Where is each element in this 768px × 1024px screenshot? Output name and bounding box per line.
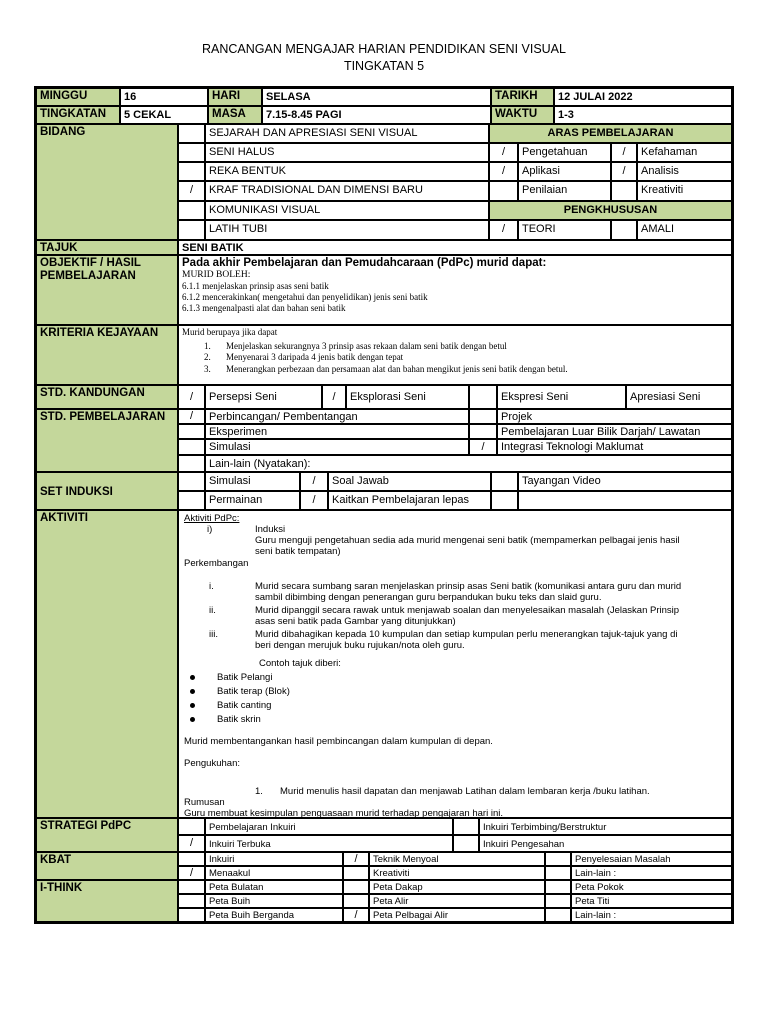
step-text: asas seni batik pada Gambar yang ditunjukkan)	[255, 616, 456, 627]
minggu-value: 16	[120, 88, 208, 106]
amali-option: AMALI	[637, 220, 732, 240]
strategi-mark[interactable]	[178, 818, 205, 835]
objektif-label-line1: OBJEKTIF / HASIL	[40, 257, 141, 269]
aras-mark[interactable]: /	[611, 162, 637, 181]
ithink-label: I-THINK	[36, 880, 178, 922]
induksi-option: Kaitkan Pembelajaran lepas	[328, 491, 491, 510]
page-subtitle: TINGKATAN 5	[343, 59, 425, 73]
step-text: Murid dibahagikan kepada 10 kumpulan dan setiap kumpulan perlu menerangkan tajuk-tajuk yang di	[255, 629, 678, 640]
bentang-text: Murid membentangankan hasil pembincangan dalam kumpulan di depan.	[184, 736, 493, 747]
induksi-option: Simulasi	[205, 472, 300, 491]
pembelajaran-option: Integrasi Teknologi Maklumat	[497, 439, 732, 455]
ithink-mark[interactable]	[545, 894, 571, 908]
ithink-option: Peta Buih Berganda	[205, 908, 343, 922]
pengkhususan-header: PENGKHUSUSAN	[489, 201, 732, 220]
step-number: i.	[209, 581, 214, 592]
kbat-option: Inkuiri	[205, 852, 343, 866]
aras-mark[interactable]: /	[489, 143, 518, 162]
ithink-option: Peta Alir	[369, 894, 545, 908]
bidang-mark[interactable]	[178, 201, 205, 220]
ithink-option: Lain-lain :	[571, 908, 732, 922]
kandungan-option: Eksplorasi Seni	[346, 385, 469, 409]
kbat-option: Menaakul	[205, 866, 343, 880]
bullet-item: Batik skrin	[217, 714, 261, 725]
std-kandungan-label: STD. KANDUNGAN	[36, 385, 178, 409]
ithink-mark[interactable]	[178, 880, 205, 894]
waktu-value: 1-3	[554, 106, 732, 124]
aras-mark[interactable]: /	[489, 162, 518, 181]
aras-option: Penilaian	[518, 181, 611, 201]
strategi-option: Inkuiri Terbimbing/Berstruktur	[479, 818, 732, 835]
pembelajaran-option: Pembelajaran Luar Bilik Darjah/ Lawatan	[497, 424, 732, 439]
kbat-mark[interactable]	[343, 866, 369, 880]
objektif-label	[36, 255, 178, 325]
pembelajaran-mark[interactable]	[469, 424, 497, 439]
pembelajaran-option: Projek	[497, 409, 732, 424]
step-number: ii.	[209, 605, 216, 616]
bidang-mark[interactable]	[178, 220, 205, 240]
induksi-option: Soal Jawab	[328, 472, 491, 491]
ithink-mark[interactable]	[178, 894, 205, 908]
bullet-item: Batik canting	[217, 700, 272, 711]
aktiviti-content	[178, 510, 732, 818]
bullet-icon	[190, 703, 195, 708]
pembelajaran-option: Perbincangan/ Pembentangan	[205, 409, 469, 424]
strategi-option: Pembelajaran Inkuiri	[205, 818, 453, 835]
objektif-item: 6.1.3 mengenalpasti alat dan bahan seni batik	[182, 303, 346, 313]
kriteria-item	[182, 352, 728, 364]
masa-value: 7.15-8.45 PAGI	[262, 106, 491, 124]
ithink-option: Peta Pelbagai Alir	[369, 908, 545, 922]
ithink-mark[interactable]	[343, 880, 369, 894]
contoh-heading: Contoh tajuk diberi:	[259, 658, 341, 669]
ithink-mark[interactable]	[343, 894, 369, 908]
aras-mark[interactable]: /	[611, 143, 637, 162]
ithink-mark[interactable]	[545, 880, 571, 894]
tingkatan-label: TINGKATAN	[36, 106, 120, 124]
bidang-option: KOMUNIKASI VISUAL	[205, 201, 489, 220]
induksi-mark[interactable]	[491, 472, 518, 491]
kandungan-mark[interactable]	[469, 385, 497, 409]
induksi-option: Permainan	[205, 491, 300, 510]
ithink-option: Peta Dakap	[369, 880, 545, 894]
objektif-sub: MURID BOLEH:	[182, 270, 251, 280]
induksi-mark[interactable]	[178, 491, 205, 510]
page-title: RANCANGAN MENGAJAR HARIAN PENDIDIKAN SENI VISUAL	[202, 42, 566, 56]
tarikh-value: 12 JULAI 2022	[554, 88, 732, 106]
bidang-mark[interactable]: /	[178, 181, 205, 201]
tajuk-value: SENI BATIK	[178, 240, 732, 255]
kbat-mark[interactable]: /	[178, 866, 205, 880]
step-number: iii.	[209, 629, 218, 640]
induksi-title: Induksi	[255, 524, 286, 535]
aras-option: Kefahaman	[637, 143, 732, 162]
strategi-mark[interactable]	[453, 818, 479, 835]
bidang-option: SEJARAH DAN APRESIASI SENI VISUAL	[205, 124, 489, 143]
objektif-heading: Pada akhir Pembelajaran dan Pemudahcaraan (PdPc) murid dapat:	[182, 257, 547, 269]
kriteria-number: 2.	[204, 352, 211, 362]
kriteria-item	[182, 364, 728, 376]
bidang-mark[interactable]	[178, 124, 205, 143]
ithink-option: Peta Buih	[205, 894, 343, 908]
kriteria-text: Menerangkan perbezaan dan persamaan alat dan bahan mengikut jenis seni batik dengan betul.	[226, 363, 568, 374]
bullet-item: Batik terap (Blok)	[217, 686, 290, 697]
induksi-mark[interactable]: /	[300, 472, 328, 491]
kbat-option: Lain-lain :	[571, 866, 732, 880]
aras-option: Analisis	[637, 162, 732, 181]
kriteria-number: 3.	[204, 363, 211, 374]
pembelajaran-mark[interactable]	[178, 439, 205, 455]
aras-option: Kreativiti	[637, 181, 732, 201]
induksi-mark[interactable]	[178, 472, 205, 491]
pembelajaran-mark[interactable]: /	[469, 439, 497, 455]
lesson-plan-table	[34, 86, 734, 924]
kriteria-label: KRITERIA KEJAYAAN	[36, 325, 178, 385]
objektif-item: 6.1.2 mencerakinkan( mengetahui dan penyelidikan) jenis seni batik	[182, 292, 428, 302]
ithink-option: Peta Pokok	[571, 880, 732, 894]
pengukuhan-text: Murid menulis hasil dapatan dan menjawab Latihan dalam lembaran kerja /buku latihan.	[280, 786, 650, 797]
waktu-label: WAKTU	[491, 106, 554, 124]
kbat-mark[interactable]	[545, 852, 571, 866]
induksi-mark[interactable]: /	[300, 491, 328, 510]
pembelajaran-mark[interactable]	[469, 409, 497, 424]
kandungan-option: Persepsi Seni	[205, 385, 322, 409]
pembelajaran-mark[interactable]: /	[178, 409, 205, 424]
ithink-option: Peta Bulatan	[205, 880, 343, 894]
set-induksi-label: SET INDUKSI	[36, 472, 178, 510]
rumusan-text: Guru membuat kesimpulan penguasaan murid terhadap pengajaran hari ini.	[184, 808, 503, 818]
bidang-option: REKA BENTUK	[205, 162, 489, 181]
step-text: Murid secara sumbang saran menjelaskan prinsip asas Seni batik (komunikasi antara guru dan murid	[255, 581, 682, 592]
aras-option: Pengetahuan	[518, 143, 611, 162]
tingkatan-value: 5 CEKAL	[120, 106, 208, 124]
kbat-option: Kreativiti	[369, 866, 545, 880]
bullet-item: Batik Pelangi	[217, 672, 273, 683]
teori-option: TEORI	[518, 220, 611, 240]
strategi-option: Inkuiri Pengesahan	[479, 835, 732, 852]
lain-lain-option: Lain-lain (Nyatakan):	[205, 455, 732, 472]
kbat-mark[interactable]	[178, 852, 205, 866]
kbat-option: Teknik Menyoal	[369, 852, 545, 866]
ithink-mark[interactable]	[545, 908, 571, 922]
masa-label: MASA	[208, 106, 262, 124]
pembelajaran-option: Eksperimen	[205, 424, 469, 439]
pengukuhan-heading: Pengukuhan:	[184, 758, 240, 769]
bidang-option: KRAF TRADISIONAL DAN DIMENSI BARU	[205, 181, 489, 201]
kbat-mark[interactable]	[545, 866, 571, 880]
kriteria-text: Menyenarai 3 daripada 4 jenis batik dengan tepat	[226, 352, 404, 362]
ithink-option: Peta Titi	[571, 894, 732, 908]
aras-mark[interactable]	[611, 181, 637, 201]
bidang-option: LATIH TUBI	[205, 220, 489, 240]
tarikh-label: TARIKH	[491, 88, 554, 106]
kbat-label: KBAT	[36, 852, 178, 880]
kbat-option: Penyelesaian Masalah	[571, 852, 732, 866]
aras-mark[interactable]	[489, 181, 518, 201]
aktiviti-heading: Aktiviti PdPc:	[184, 513, 240, 524]
step-text: sambil dibimbing dengan penerangan guru berpandukan buku teks dan slaid guru.	[255, 592, 602, 603]
bullet-icon	[190, 675, 195, 680]
amali-mark[interactable]	[611, 220, 637, 240]
perkembangan-heading: Perkembangan	[184, 558, 249, 569]
bidang-mark[interactable]	[178, 162, 205, 181]
kriteria-text: Menjelaskan sekurangnya 3 prinsip asas rekaan dalam seni batik dengan betul	[226, 340, 507, 351]
induksi-mark[interactable]	[491, 491, 518, 510]
aras-option: Aplikasi	[518, 162, 611, 181]
kandungan-option: Ekspresi Seni	[497, 385, 626, 409]
bidang-mark[interactable]	[178, 143, 205, 162]
ithink-mark[interactable]	[178, 908, 205, 922]
teori-mark[interactable]: /	[489, 220, 518, 240]
kriteria-intro: Murid berupaya jika dapat	[182, 327, 278, 337]
strategi-option: Inkuiri Terbuka	[205, 835, 453, 852]
aras-pembelajaran-header: ARAS PEMBELAJARAN	[489, 124, 732, 143]
tajuk-label: TAJUK	[36, 240, 178, 255]
std-pembelajaran-label: STD. PEMBELAJARAN	[36, 409, 178, 472]
kandungan-option: Apresiasi Seni	[626, 385, 732, 409]
kriteria-content	[178, 325, 732, 385]
lain-lain-mark[interactable]	[178, 455, 205, 472]
bullet-icon	[190, 717, 195, 722]
bullet-icon	[190, 689, 195, 694]
strategi-label: STRATEGI PdPC	[36, 818, 178, 852]
kandungan-mark[interactable]: /	[178, 385, 205, 409]
rumusan-heading: Rumusan	[184, 797, 225, 808]
objektif-label-line2: PEMBELAJARAN	[40, 270, 136, 282]
hari-label: HARI	[208, 88, 262, 106]
step-text: Murid dipanggil secara rawak untuk menjawab soalan dan menyelesaikan masalah (Jelaskan Prinsip	[255, 605, 680, 616]
strategi-mark[interactable]	[453, 835, 479, 852]
aktiviti-label: AKTIVITI	[36, 510, 178, 818]
induksi-option	[518, 491, 732, 510]
induksi-number: i)	[207, 524, 213, 535]
kandungan-mark[interactable]: /	[322, 385, 346, 409]
objektif-content	[178, 255, 732, 325]
pembelajaran-mark[interactable]	[178, 424, 205, 439]
ithink-mark[interactable]: /	[343, 908, 369, 922]
step-text: beri dengan merujuk buku rujukan/nota oleh guru.	[255, 640, 465, 651]
kbat-mark[interactable]: /	[343, 852, 369, 866]
strategi-mark[interactable]: /	[178, 835, 205, 852]
minggu-label: MINGGU	[36, 88, 120, 106]
induksi-text: Guru menguji pengetahuan sedia ada murid mengenai seni batik (mempamerkan pelbagai jenis hasil	[255, 535, 680, 546]
bidang-option: SENI HALUS	[205, 143, 489, 162]
induksi-option: Tayangan Video	[518, 472, 732, 491]
pengukuhan-number: 1.	[255, 786, 263, 797]
bidang-label: BIDANG	[36, 124, 178, 240]
induksi-text: seni batik tempatan)	[255, 546, 341, 557]
kriteria-number: 1.	[204, 340, 211, 351]
pembelajaran-option: Simulasi	[205, 439, 469, 455]
hari-value: SELASA	[262, 88, 491, 106]
objektif-item: 6.1.1 menjelaskan prinsip asas seni batik	[182, 281, 329, 291]
kriteria-item	[182, 341, 728, 353]
